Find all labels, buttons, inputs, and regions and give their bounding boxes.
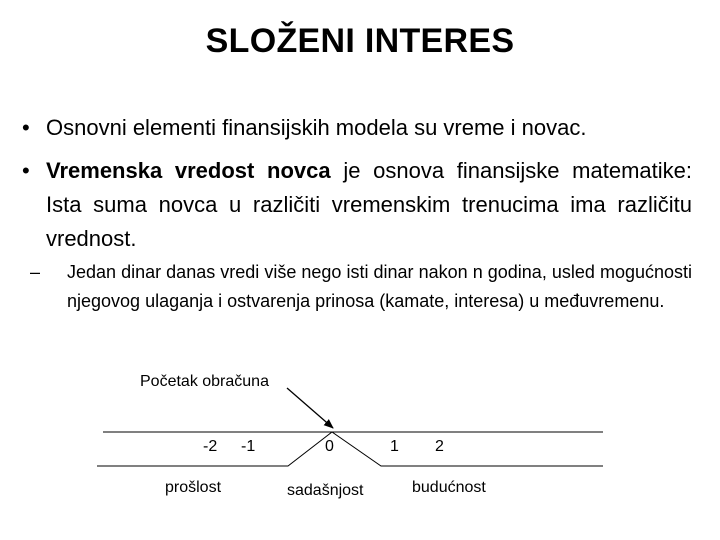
- page-title: SLOŽENI INTERES: [205, 22, 515, 60]
- start-label: Početak obračuna: [140, 373, 269, 390]
- bullet-elements: [22, 111, 692, 145]
- present-label: sadašnjost: [287, 482, 364, 499]
- tick-minus-2: -2: [203, 438, 218, 455]
- bullet-marker: •: [22, 158, 30, 183]
- timeline-bottom-line: [97, 432, 603, 466]
- tick-minus-1: -1: [241, 438, 256, 455]
- past-label: prošlost: [165, 479, 222, 496]
- sub-bullet-marker: –: [30, 262, 41, 282]
- future-label: budućnost: [412, 479, 486, 496]
- tick-2: 2: [435, 438, 444, 455]
- bullet-marker: •: [22, 115, 30, 140]
- bullet-bold-term: Vremenska vredost novca: [46, 158, 331, 183]
- bullet-text: Osnovni elementi finansijskih modela su vreme i novac.: [46, 115, 587, 140]
- tick-0: 0: [325, 438, 334, 455]
- bullet-time-value: [22, 154, 692, 256]
- tick-1: 1: [390, 438, 399, 455]
- bullet-text: je osnova finansijske matematike: Ista suma novca u različiti vremenskim trenucima ima različitu vrednost.: [46, 158, 692, 251]
- sub-bullet-text: Jedan dinar danas vredi više nego isti dinar nakon n godina, usled mogućnosti njegovog ulaganja i ostvarenja prinosa (kamate, interesa) u međuvremenu.: [67, 262, 692, 311]
- arrow: [287, 388, 333, 428]
- sub-bullet: [30, 258, 692, 316]
- timeline-diagram: [0, 360, 720, 540]
- bullet-content: [46, 154, 692, 256]
